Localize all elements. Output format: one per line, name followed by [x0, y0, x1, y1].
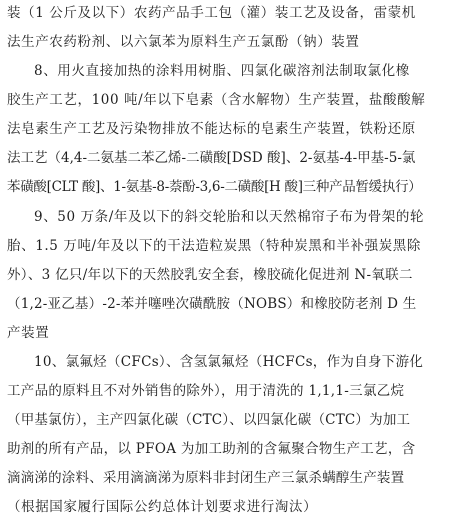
text-line-14: 工产品的原料且不对外销售的除外），用于清洗的 1,1,1-三氯乙烷	[7, 383, 405, 399]
text-line-8: 9、50 万条/年及以下的斜交轮胎和以天然棉帘子布为骨架的轮	[34, 209, 425, 225]
text-line-12: 产装置	[7, 325, 50, 341]
text-line-15: （甲基氯仿），主产四氯化碳（CTC）、以四氯化碳（CTC）为加工	[7, 412, 411, 428]
text-line-7: 苯磺酸[CLT 酸]、1-氨基-8-萘酚-3,6-二磺酸[H 酸]三种产品暂缓执行）	[7, 179, 422, 195]
text-line-17: 滴滴涕的涂料、采用滴滴涕为原料非封闭生产三氯杀螨醇生产装置	[7, 470, 405, 486]
text-line-11: （1,2-亚乙基）-2-苯并噻唑次磺酰胺（NOBS）和橡胶防老剂 D 生	[7, 296, 417, 312]
text-line-18: （根据国家履行国际公约总体计划要求进行淘汰）	[7, 499, 318, 515]
text-line-9: 胎、1.5 万吨/年及以下的干法造粒炭黑（特种炭黑和半补强炭黑除	[7, 238, 422, 254]
text-line-2: 法生产农药粉剂、以六氯苯为原料生产五氯酚（钠）装置	[7, 34, 360, 50]
text-line-1: 装（1 公斤及以下）农药产品手工包（灌）装工艺及设备，雷蒙机	[7, 5, 416, 21]
text-line-16: 助剂的所有产品，以 PFOA 为加工助剂的含氟聚合物生产工艺，含	[7, 441, 416, 457]
text-line-10: 外）、3 亿只/年以下的天然胶乳安全套，橡胶硫化促进剂 N-氧联二	[7, 267, 413, 283]
text-line-6: 法工艺（4,4-二氨基二苯乙烯-二磺酸[DSD 酸]、2-氨基-4-甲基-5-氯	[7, 150, 416, 166]
text-line-5: 法皂素生产工艺及污染物排放不能达标的皂素生产装置，铁粉还原	[7, 121, 416, 137]
text-line-3: 8、用火直接加热的涂料用树脂、四氯化碳溶剂法制取氯化橡	[34, 63, 410, 79]
text-line-4: 胶生产工艺，100 吨/年以下皂素（含水解物）生产装置，盐酸酸解	[7, 92, 426, 108]
text-line-13: 10、氯氟烃（CFCs）、含氢氯氟烃（HCFCs，作为自身下游化	[34, 354, 424, 370]
